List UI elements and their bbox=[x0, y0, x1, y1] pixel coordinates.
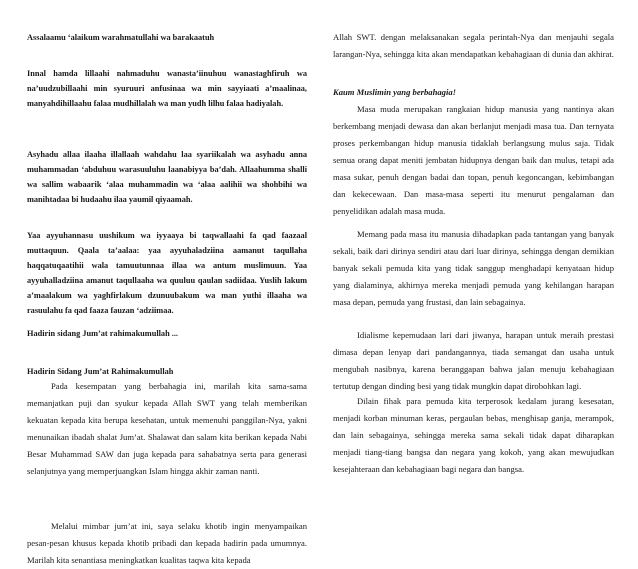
opening-prayer: Innal hamda lillaahi nahmaduhu wanasta’iinuhuu wanastaghfiruh wa na’uudzubillaahi min syuruuri anfusinaa wa min sayyiaati a’maalinaa, manyahdihillaahu falaa mudhillalah wa man yudh lilhu falaa hadiyalah. bbox=[27, 69, 307, 108]
section-heading: Hadirin Sidang Jum’at Rahimakumullah bbox=[27, 367, 174, 376]
sub-heading: Kaum Muslimin yang berbahagia! bbox=[333, 87, 456, 97]
body-paragraph-6: Dilain fihak para pemuda kita terperosok kedalam jurang kesesatan, menjadi korban minuman keras, pergaulan bebas, menghisap ganja, merampok, dan lain sebagainya, sehingga mereka sama sekali tidak dapat diharapkan menjadi tiang-tiang bangsa dan negara yang kokoh, yang akan mewujudkan kesejahteraan dan kebahagiaan bagi negara dan bangsa. bbox=[333, 396, 614, 474]
taqwa-verses: Yaa ayyuhannasu uushikum wa iyyaaya bi taqwallaahi fa qad faazaal muttaquun. Qaala ta’aalaa: yaa ayyuhaladziina aamanut taqullaha haqqatuqaatihii wala tamuutunnaa illaa wa antum muslimuun. Yaa ayyuhalladziina amanut taqullaaha wa quuluu qaulan sadiidaa. Yuslih lakum a’maalakum wa yaghfirlakum dzunuubakum wa man yuthi illaaha wa rasuulahu fa qad faaza fauzan ‘adziimaa. bbox=[27, 231, 307, 315]
syahadat-paragraph: Asyhadu allaa ilaaha illallaah wahdahu laa syariikalah wa asyhadu anna muhammadan ‘abduhuu warasuuluhu laanabiyya ba’dah. Allaahumma shalli wa sallim wabaarik ‘alaa muhammadin wa ‘alaa aalihii wa shohbihi wa manihtadaa bi hudaahu ilaa yaumil qiyaamah. bbox=[27, 150, 307, 204]
body-paragraph-5: Idialisme kepemudaan lari dari jiwanya, harapan untuk meraih prestasi dimasa depan lenyap dari pandangannya, tiada semangat dan usaha untuk mengubah nasibnya, karena beranggapan bahwa jalan menuju kebahagiaan tertutup dengan dinding besi yang tidak mungkin dapat dirobohkan lagi. bbox=[333, 330, 614, 391]
body-paragraph-1: Pada kesempatan yang berbahagia ini, marilah kita sama-sama memanjatkan puji dan syukur kepada Allah SWT yang telah memberikan kekuatan kepada kita berupa kesehatan, untuk memenuhi panggilan-Nya, yakni menunaikan ibadah shalat Jum’at. Shalawat dan salam kita berikan kepada Nabi Besar Muhammad SAW dan juga kepada para sahabatnya serta para generasi selanjutnya yang memperjuangkan Islam hingga akhir zaman nanti. bbox=[27, 381, 307, 476]
address-line: Hadirin sidang Jum’at rahimakumullah ... bbox=[27, 329, 178, 338]
body-paragraph-4: Memang pada masa itu manusia dihadapkan pada tantangan yang banyak sekali, baik dari dirinya sendiri atau dari luar dirinya, sehingga dengan demikian banyak sekali pemuda kita yang tidak sanggup menghadapi kenyataan hidup yang dialaminya, akhirnya mereka menjadi pemuda yang kehilangan harapan masa depan, pemuda yang frustasi, dan lain sebagainya. bbox=[333, 229, 614, 307]
body-paragraph-3: Masa muda merupakan rangkaian hidup manusia yang nantinya akan berkembang menjadi dewasa dan akan berlanjut menjadi masa tua. Dan ternyata proses perkembangan hidup manusia tidaklah berlangsung mulus saja. Tidak semua orang dapat meniti jembatan hidupnya dengan baik dan mulus, tetapi ada masa sukar, penuh dengan badai dan topan, penuh kegoncangan, kebimbangan dan kekecewaan. Dan masa-masa seperti itu menurut pengalaman dan penyelidikan adalah masa muda. bbox=[333, 104, 614, 216]
body-paragraph-2: Melalui mimbar jum’at ini, saya selaku khotib ingin menyampaikan pesan-pesan khusus kepada khotib pribadi dan kepada hadirin pada umumnya. Marilah kita senantiasa meningkatkan kualitas taqwa kita kepada bbox=[27, 521, 307, 565]
body-continuation: Allah SWT. dengan melaksanakan segala perintah-Nya dan menjauhi segala larangan-Nya, sehingga kita akan mendapatkan kebahagiaan di dunia dan akhirat. bbox=[333, 32, 614, 59]
salam-opening: Assalaamu ‘alaikum warahmatullahi wa barakaatuh bbox=[27, 33, 215, 42]
